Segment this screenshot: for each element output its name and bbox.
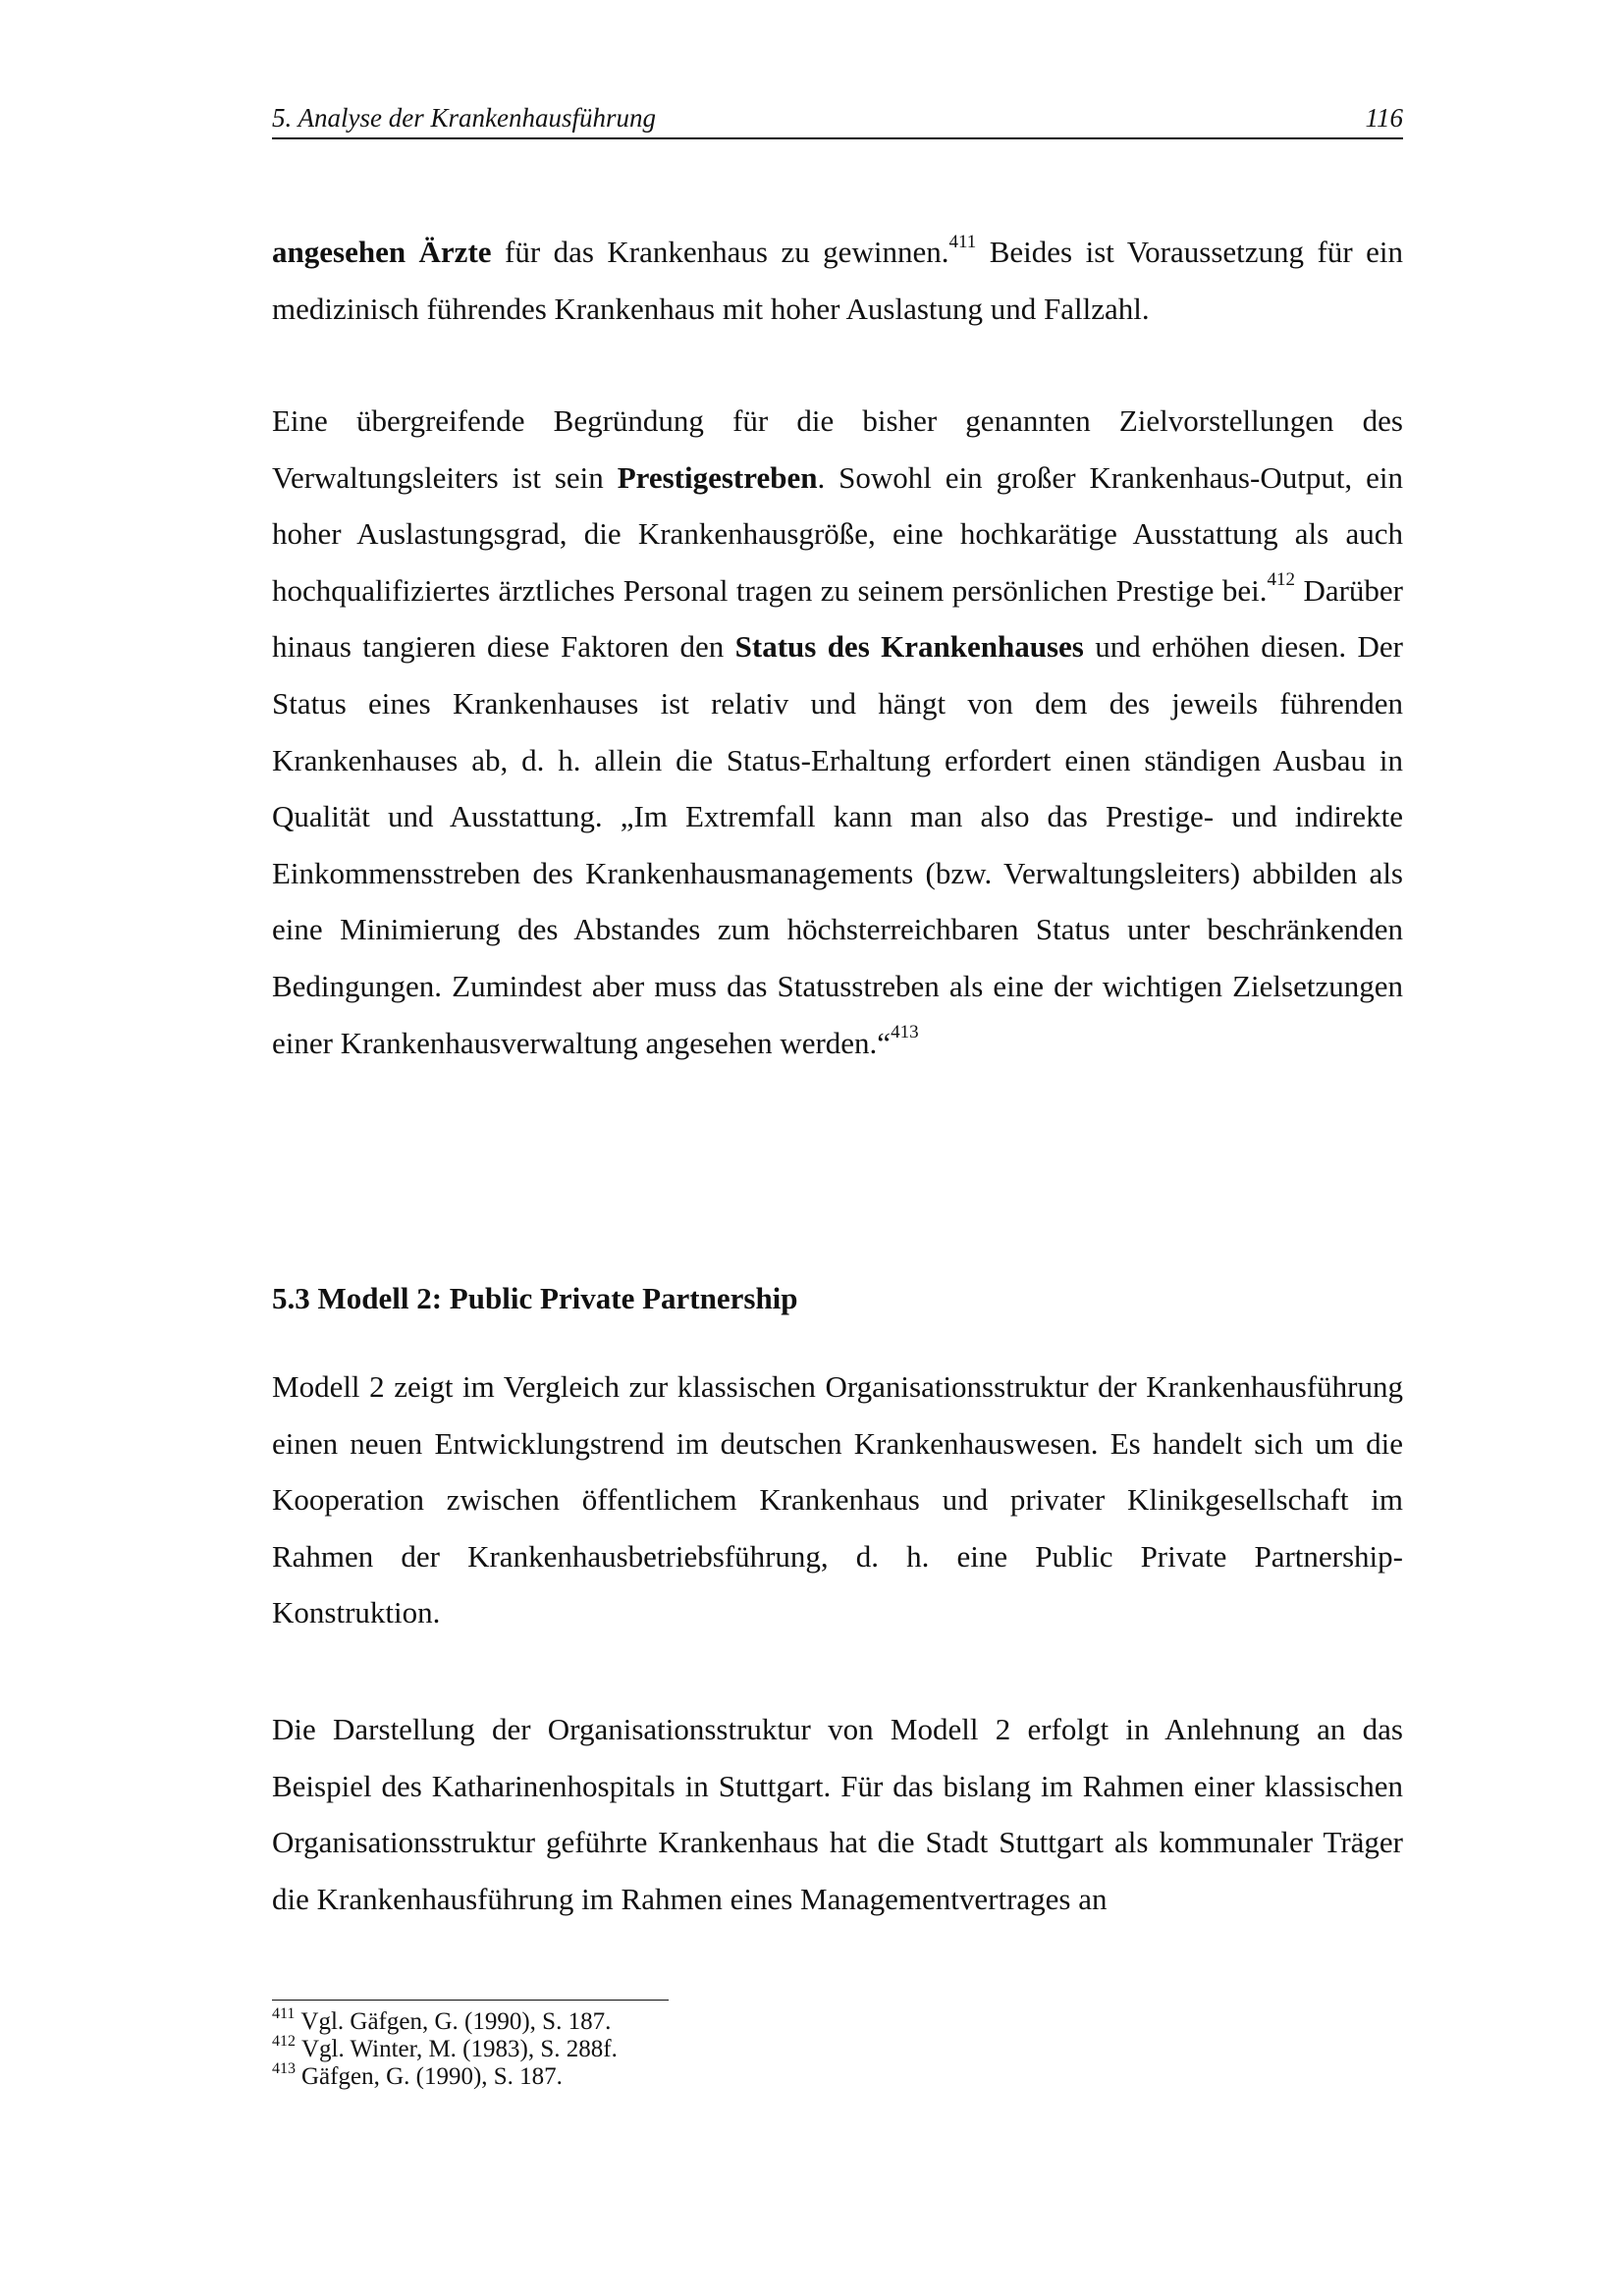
paragraph-3 bbox=[272, 1359, 1403, 1641]
footnote-number: 413 bbox=[272, 2059, 296, 2077]
paragraph-text: Die Darstellung der Organisationsstruktur von Modell 2 erfolgt in Anlehnung an das Beispiel des Katharinenhospitals in Stuttgart. Für das bislang im Rahmen einer klassischen Organisationsstruktur geführte Krankenhaus hat die Stadt Stuttgart als kommunaler Träger die Krankenhausführung im Rahmen eines Managementvertrages an bbox=[272, 1712, 1403, 1916]
bold-phrase: Prestigestreben bbox=[617, 459, 818, 495]
footnote-text: Gäfgen, G. (1990), S. 187. bbox=[301, 2063, 563, 2090]
paragraph-text: und erhöhen diesen. Der Status eines Krankenhauses ist relativ und hängt von dem des jeweils führenden Krankenhauses ab, d. h. allein die Status-Erhaltung erfordert einen ständigen Ausbau in Qualität und Ausstattung. „Im Extremfall kann man also das Prestige- und indirekte Einkommensstreben des Krankenhausmanagements (bzw. Verwaltungsleiters) abbilden als eine Minimierung des Abstandes zum höchsterreichbaren Status unter beschränkenden Bedingungen. Zumindest aber muss das Statusstreben als eine der wichtigen Zielsetzungen einer Krankenhausverwaltung angesehen werden.“ bbox=[272, 629, 1403, 1060]
footnote-reference: 412 bbox=[1267, 569, 1295, 591]
paragraph-text: Darüber hinaus tangieren diese Faktoren den bbox=[272, 572, 1403, 665]
footnote bbox=[272, 2004, 1057, 2036]
footnote-number: 412 bbox=[272, 2032, 296, 2050]
footnotes bbox=[272, 2004, 1057, 2091]
footnote-text: Vgl. Gäfgen, G. (1990), S. 187. bbox=[300, 2008, 612, 2035]
bold-phrase: Status des Krankenhauses bbox=[734, 629, 1084, 665]
running-header bbox=[272, 98, 1403, 139]
paragraph-2 bbox=[272, 393, 1403, 1071]
paragraph-text: Eine übergreifende Begründung für die bisher genannten Zielvorstellungen des Verwaltungsleiters ist sein bbox=[272, 403, 1403, 495]
page-number: 116 bbox=[1365, 103, 1403, 133]
footnote bbox=[272, 2059, 1057, 2091]
paragraph-text: . Sowohl ein großer Krankenhaus-Output, ein hoher Auslastungsgrad, die Krankenhausgröße, eine hochkarätige Ausstattung als auch hochqualifiziertes ärztliches Personal tragen zu seinem persönlichen Prestige bei. bbox=[272, 459, 1403, 608]
paragraph-text: Beides ist Voraussetzung für ein medizinisch führendes Krankenhaus mit hoher Auslastung und Fallzahl. bbox=[272, 235, 1403, 326]
footnote-reference: 411 bbox=[948, 231, 977, 252]
bold-phrase: angesehen Ärzte bbox=[272, 235, 492, 269]
footnote-text: Vgl. Winter, M. (1983), S. 288f. bbox=[301, 2036, 618, 2062]
footnote-separator bbox=[272, 2000, 669, 2001]
paragraph-1 bbox=[272, 224, 1403, 337]
paragraph-text: Modell 2 zeigt im Vergleich zur klassischen Organisationsstruktur der Krankenhausführung einen neuen Entwicklungstrend im deutschen Krankenhauswesen. Es handelt sich um die Kooperation zwischen öffentlichem Krankenhaus und privater Klinikgesellschaft im Rahmen der Krankenhausbetriebsführung, d. h. eine Public Private Partnership-Konstruktion. bbox=[272, 1369, 1403, 1630]
footnote bbox=[272, 2032, 1057, 2063]
paragraph-text: für das Krankenhaus zu gewinnen. bbox=[491, 235, 949, 269]
footnote-reference: 413 bbox=[891, 1022, 919, 1043]
chapter-title: 5. Analyse der Krankenhausführung bbox=[272, 103, 656, 133]
section-heading: 5.3 Modell 2: Public Private Partnership bbox=[272, 1281, 798, 1315]
paragraph-4 bbox=[272, 1701, 1403, 1927]
footnote-number: 411 bbox=[272, 2004, 296, 2022]
